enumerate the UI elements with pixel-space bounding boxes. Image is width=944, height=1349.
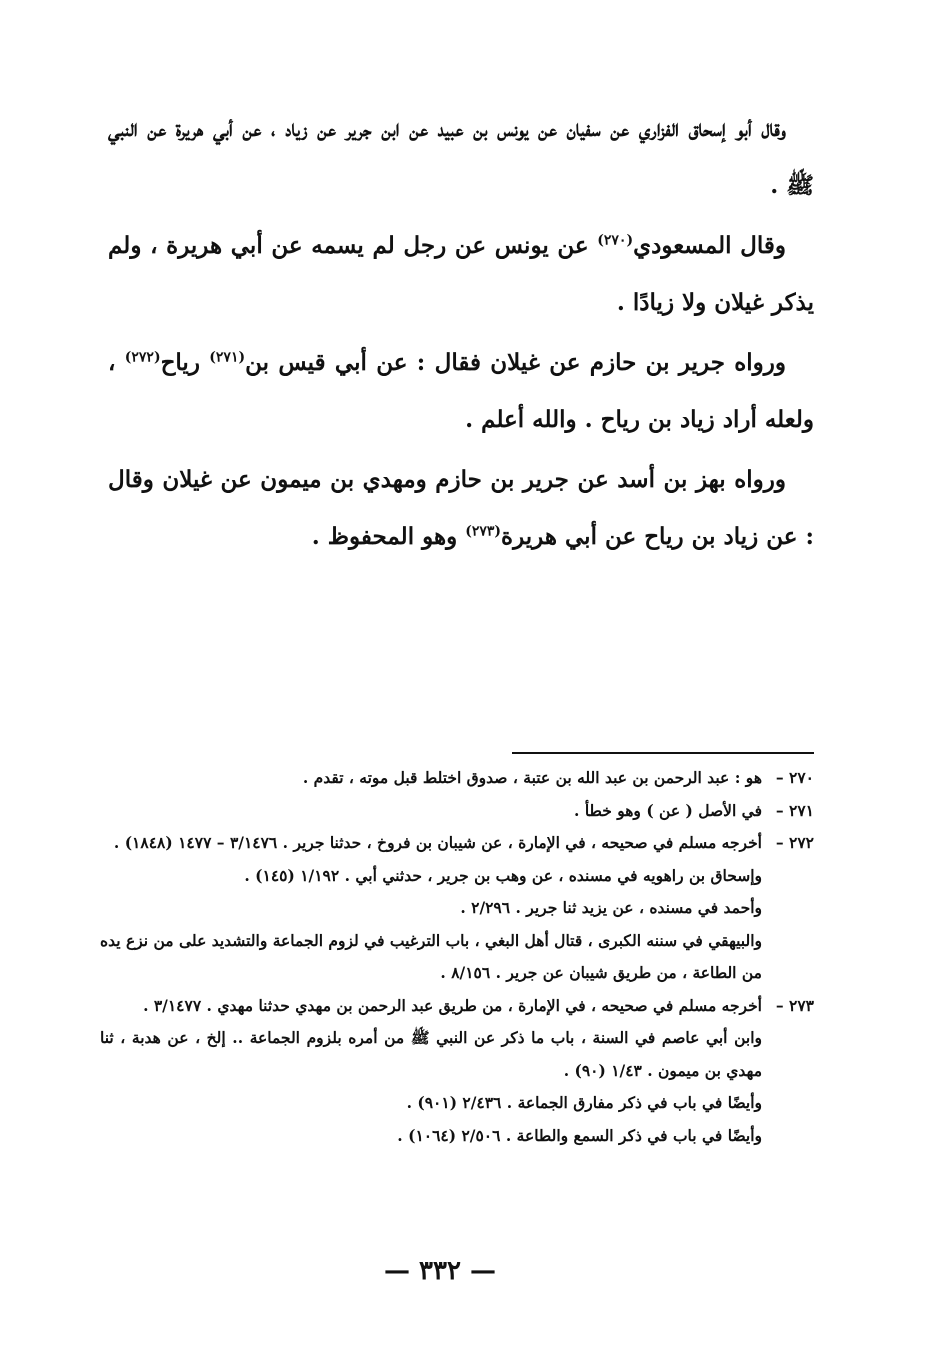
footnote-number: ٢٧١ –	[775, 800, 814, 820]
paragraph-text: ورواه بهز بن أسد عن جرير بن حازم ومهدي بن ميمون عن غيلان وقال : عن زياد بن رياح عن أبي هريرة	[108, 466, 814, 550]
footnote-continuation: وأيضًا في باب في ذكر السمع والطاعة . ٢/٥٠٦ (١٠٦٤) .	[397, 1125, 762, 1145]
footnote-text: أخرجه مسلم في صحيحه ، في الإمارة ، عن شيبان بن فروخ ، حدثنا جرير . ٣/١٤٧٦ – ١٤٧٧ (١٨٤٨) .	[113, 833, 762, 852]
paragraph-text: ورواه جرير بن حازم عن غيلان فقال : عن أبي قيس بن	[245, 349, 787, 376]
footnote-270	[100, 762, 814, 795]
footnote-separator	[512, 752, 814, 754]
footnote-text: هو : عبد الرحمن بن عبد الله بن عتبة ، صدوق اختلط قبل موته ، تقدم .	[302, 768, 762, 787]
footnote-ref-273: (٢٧٣)	[465, 523, 502, 540]
footnote-271	[100, 795, 814, 828]
footnote-number: ٢٧٣ –	[775, 995, 814, 1015]
page-number: — ٣٣٢ —	[383, 1256, 497, 1286]
paragraph-2	[108, 217, 814, 331]
paragraph-text: وقال المسعودي	[633, 232, 786, 259]
footnote-text: في الأصل ( عن ) وهو خطأ .	[574, 800, 762, 820]
footnote-text: أخرجه مسلم في صحيحه ، في الإمارة ، من طريق عبد الرحمن بن مهدي حدثنا مهدي . ٣/١٤٧٧ .	[143, 995, 762, 1015]
footnote-continuation: وإسحاق بن راهويه في مسنده ، عن وهب بن جرير ، حدثني أبي . ١/١٩٢ (١٤٥) .	[244, 865, 762, 885]
footnote-273	[100, 990, 814, 1023]
paragraph-3	[108, 334, 814, 448]
footnote-272	[100, 827, 814, 860]
footnotes	[100, 762, 814, 1152]
paragraph-4	[108, 451, 814, 565]
footnote-number: ٢٧٠ –	[775, 768, 814, 787]
paragraph-text: عن يونس عن رجل لم يسمه عن أبي هريرة ، ولم يذكر غيلان ولا زيادًا .	[108, 232, 814, 316]
footnote-ref-270: (٢٧٠)	[597, 232, 634, 249]
footnote-continuation: وأيضًا في باب في ذكر مفارق الجماعة . ٢/٤٣٦ (٩٠١) .	[406, 1093, 762, 1112]
footnote-continuation: وأحمد في مسنده ، عن يزيد ثنا جرير . ٢/٢٩٦ .	[460, 898, 762, 917]
paragraph-1	[108, 100, 814, 214]
paragraph-text: ، ولعله أراد زياد بن رياح . والله أعلم .	[108, 349, 814, 433]
paragraph-text: وهو المحفوظ .	[311, 523, 466, 550]
main-text	[108, 100, 814, 568]
footnote-continuation: والبيهقي في سننه الكبرى ، قتال أهل البغي ، باب الترغيب في لزوم الجماعة والتشديد على من نزع يده من الطاعة ، من طريق شيبان عن جرير . ٨/١٥٦ .	[100, 930, 762, 982]
paragraph-text: وقال أبو إسحاق الفزاري عن سفيان عن يونس بن عبيد عن ابن جرير عن زياد ، عن أبي هريرة عن النبي ﷺ .	[108, 115, 814, 199]
paragraph-text: رياح	[160, 349, 210, 376]
footnote-number: ٢٧٢ –	[775, 833, 814, 852]
footnote-ref-271: (٢٧١)	[209, 349, 246, 366]
footnote-ref-272: (٢٧٢)	[124, 349, 161, 366]
footnote-continuation: وابن أبي عاصم في السنة ، باب ما ذكر عن النبي ﷺ من أمره بلزوم الجماعة .. إلخ ، عن هدبة ، ثنا مهدي بن ميمون . ١/٤٣ (٩٠) .	[100, 1028, 762, 1080]
